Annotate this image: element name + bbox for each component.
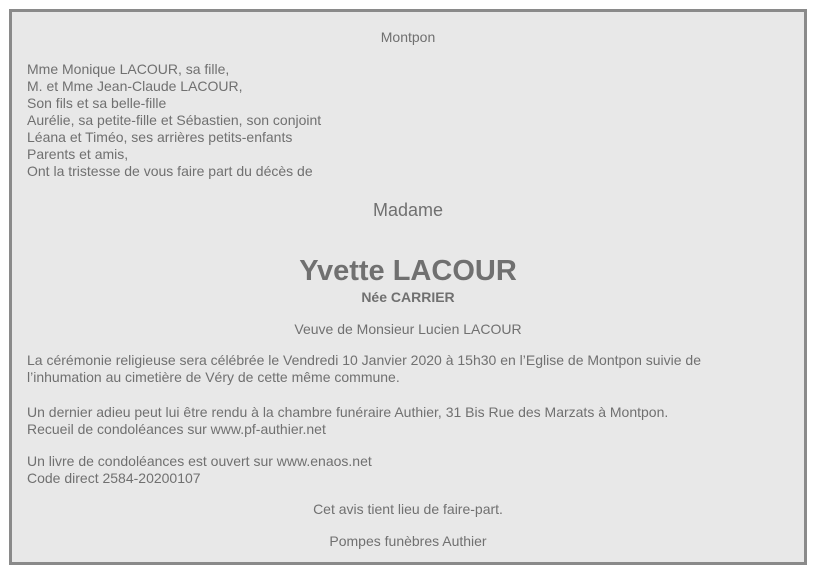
mourner-line: Ont la tristesse de vous faire part du décès de xyxy=(27,163,313,179)
mourners-list xyxy=(27,61,321,180)
mourner-line: Parents et amis, xyxy=(27,146,129,162)
ceremony-line: La cérémonie religieuse sera célébrée le Vendredi 10 Janvier 2020 à 15h30 en l’Eglise de Montpon suivie de xyxy=(27,352,701,368)
funeral-home: Pompes funèbres Authier xyxy=(329,533,487,549)
farewell-line: Un dernier adieu peut lui être rendu à la chambre funéraire Authier, 31 Bis Rue des Marzats à Montpon. xyxy=(27,404,669,420)
ceremony-info xyxy=(27,352,701,386)
deceased-title: Madame xyxy=(372,200,444,220)
maiden-name: Née CARRIER xyxy=(361,289,455,305)
condolence-book-line: Code direct 2584-20200107 xyxy=(27,470,201,486)
deceased-name: Yvette LACOUR xyxy=(299,255,517,287)
mourner-line: Son fils et sa belle-fille xyxy=(27,95,167,111)
condolence-book-line: Un livre de condoléances est ouvert sur www.enaos.net xyxy=(27,453,372,469)
farewell-info xyxy=(27,404,668,438)
widow-of: Veuve de Monsieur Lucien LACOUR xyxy=(294,321,522,337)
notice-statement: Cet avis tient lieu de faire-part. xyxy=(313,501,503,517)
mourner-line: Mme Monique LACOUR, sa fille, xyxy=(27,61,230,77)
condolence-book-info xyxy=(27,453,372,487)
location: Montpon xyxy=(380,29,436,45)
mourner-line: Aurélie, sa petite-fille et Sébastien, son conjoint xyxy=(27,112,322,128)
farewell-line: Recueil de condoléances sur www.pf-authier.net xyxy=(27,421,326,437)
obituary-notice xyxy=(9,9,807,565)
ceremony-line: l’inhumation au cimetière de Véry de cette même commune. xyxy=(27,369,400,385)
mourner-line: Léana et Timéo, ses arrières petits-enfants xyxy=(27,129,293,145)
mourner-line: M. et Mme Jean-Claude LACOUR, xyxy=(27,78,243,94)
